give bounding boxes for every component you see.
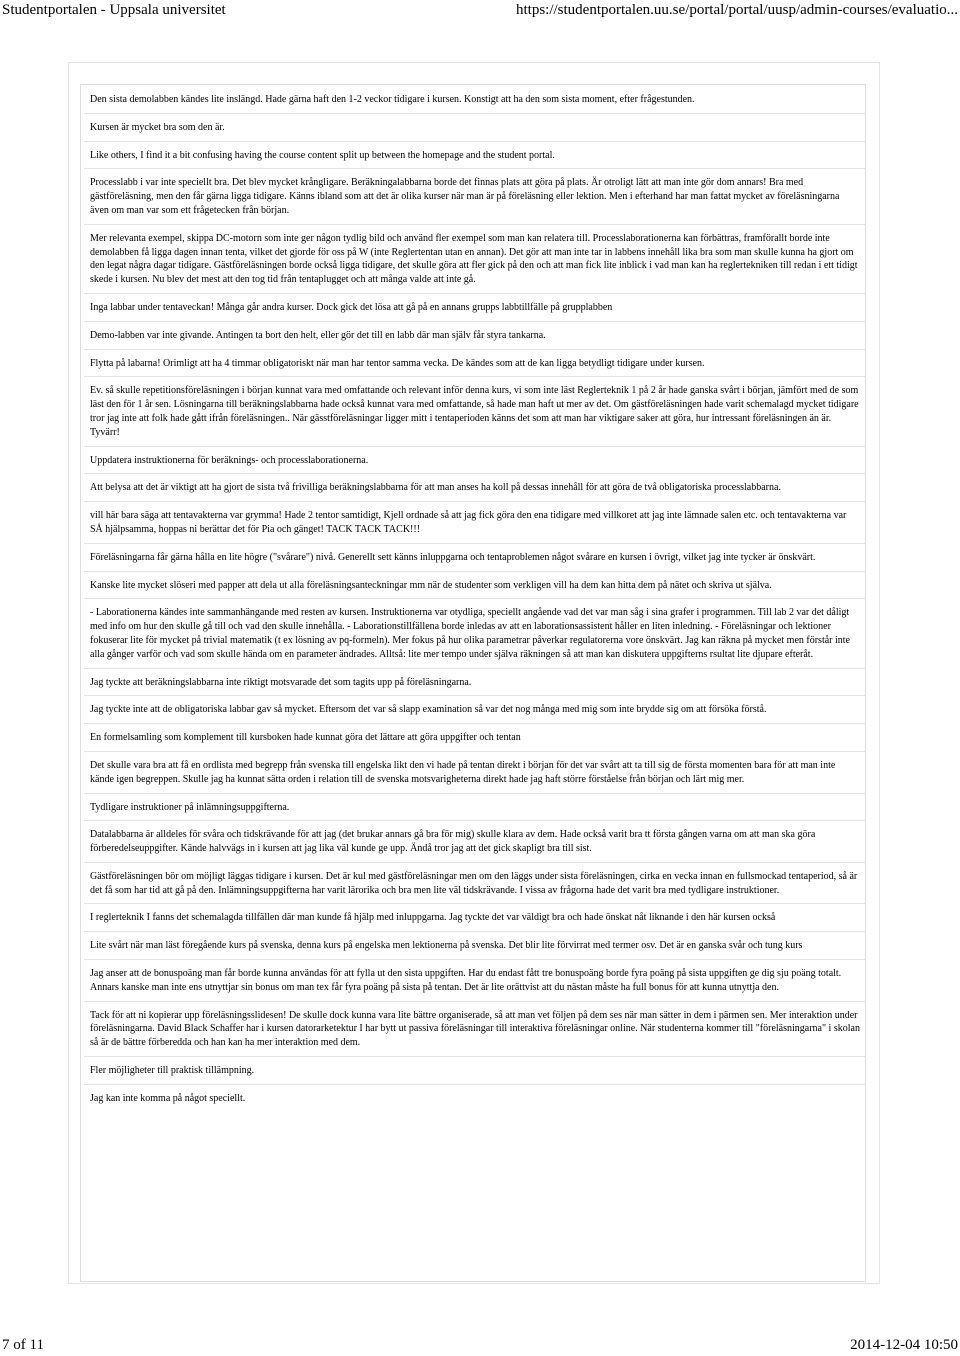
comment-row: Tack för att ni kopierar upp föreläsningsslidesen! De skulle dock kunna vara lite bättre organiserade, så att man vet följen på dem ses när man sätter in dem i pärmen sen. Mer interaktion under föreläsningarna. David Black Schaffer har i kursen datorarketektur I har bytt ut passiva föreläsningar till interaktiva föreläsningar online. När studenterna kommer till "föreläsningarna" i skolan så är de bättre förberedda och han kan ha mer interaktion med dem. bbox=[84, 1002, 866, 1057]
comment-row: Flytta på labarna! Orimligt att ha 4 timmar obligatoriskt när man har tentor samma vecka. De kändes som att de kan ligga betydligt tidigare under kursen. bbox=[84, 350, 866, 378]
comment-row: Like others, I find it a bit confusing having the course content split up between the homepage and the student portal. bbox=[84, 142, 866, 170]
comment-row: Fler möjligheter till praktisk tillämpning. bbox=[84, 1057, 866, 1085]
comment-row: Kanske lite mycket slöseri med papper att dela ut alla föreläsningsanteckningar mm när de studenter som verkligen vill ha dem kan hitta dem på nätet och skriva ut själva. bbox=[84, 572, 866, 600]
comment-row: I reglerteknik I fanns det schemalagda tillfällen där man kunde få hjälp med inluppgarna. Jag tyckte det var väldigt bra och hade önskat nåt liknande i den här kursen också bbox=[84, 904, 866, 932]
comments-table bbox=[84, 86, 866, 1112]
comment-row: Mer relevanta exempel, skippa DC-motorn som inte ger någon tydlig bild och använd fler exempel som man kan relatera till. Processlaborationerna kan förbättras, framförallt borde inte demolabben få ligga dagen innan tenta, vilket det gjorde för oss på W (inte Reglertentan utan en annan). Det gör att man inte tar in labbens innehåll lika bra som man skulle kunna ha gjort om den legat några dagar tidigare. Gästföreläsningen borde också ligga tidigare, det skulle göra att fler gick på den och att man fick lite inblick i vad man kan ha reglertekniken till redan i ett tidigt skede i kursen. Nu blev det mest att den tog tid från tentaplugget och att många valde att inte gå. bbox=[84, 225, 866, 294]
comment-row: Gästföreläsningen bör om möjligt läggas tidigare i kursen. Det är kul med gästföreläsningar men om den läggs under sista föreläsningen, cirka en vecka innan en fullsmockad tentaperiod, så är det få som har tid att gå på den. Inlämningsuppgifterna har varit lärorika och bra men lite väl tidskrävande. I vissa av frågorna hade det varit bra med tydligare instruktioner. bbox=[84, 863, 866, 905]
comment-row: Jag kan inte komma på något speciellt. bbox=[90, 1092, 246, 1104]
page-title: Studentportalen - Uppsala universitet bbox=[2, 2, 226, 18]
comment-row: En formelsamling som komplement till kursboken hade kunnat göra det lättare att göra uppgifter och tentan bbox=[84, 724, 866, 752]
page-url[interactable]: https://studentportalen.uu.se/portal/portal/uusp/admin-courses/evaluatio... bbox=[516, 2, 958, 18]
comment-row: Processlabb i var inte speciellt bra. Det blev mycket krångligare. Beräkningalabbarna borde det finnas plats att göra på plats. Är otroligt lätt att man inte gör dom annars! Bra med gästföreläsning, men den får gärna ligga tidigare. Känns ibland som att det är olika kurser när man är på föreläsning eller lektion. Men i efterhand har man fattat mycket av föreläsningarna även om man var som ett frågetecken från början. bbox=[84, 169, 866, 224]
comment-row: Ev. så skulle repetitionsföreläsningen i början kunnat vara med omfattande och relevant inför denna kurs, vi som inte läst Reglerteknik 1 på 2 år hade ganska svårt i början, jämfört med de som läst den för 1 år sen. Lösningarna till beräkningslabbarna hade också kunnat vara med omfattande, så hade man haft ut mer av det. Om gästföreläsningen hade varit schemalagd mycket tidigare tror jag inte att folk hade gått ifrån föreläsningen.. När gässtföreläsningar ligger mitt i tentaperioden känns det som att man har viktigare saker att göra, hur intressant föreläsningen än är. Tyvärr! bbox=[84, 377, 866, 446]
comment-row: Jag tyckte inte att de obligatoriska labbar gav så mycket. Eftersom det var så slapp examination så var det nog många med mig som inte brydde sig om att försöka förstå. bbox=[84, 696, 866, 724]
comment-row: Lite svårt när man läst föregående kurs på svenska, denna kurs på engelska men lektionerna på svenska. Det blir lite förvirrat med termer osv. Det är en ganska svår och tung kurs bbox=[84, 932, 866, 960]
comment-row: Att belysa att det är viktigt att ha gjort de sista två frivilliga beräkningslabbarna för att man anses ha koll på dessas innehåll för att göra de två obligatoriska processlabbarna. bbox=[84, 474, 866, 502]
comment-row: Föreläsningarna får gärna hålla en lite högre ("svårare") nivå. Generellt sett känns inluppgarna och tentaproblemen något svårare en kursen i övrigt, vilket jag inte tycker är önskvärt. bbox=[84, 544, 866, 572]
page-number: 7 of 11 bbox=[2, 1337, 44, 1353]
comment-row: Demo-labben var inte givande. Antingen ta bort den helt, eller gör det till en labb där man själv får styra tankarna. bbox=[84, 322, 866, 350]
comment-row: Den sista demolabben kändes lite inslängd. Hade gärna haft den 1-2 veckor tidigare i kursen. Konstigt att ha den som sista moment, efter frågestunden. bbox=[84, 86, 866, 114]
comment-row: Det skulle vara bra att få en ordlista med begrepp från svenska till engelska likt den vi hade på tentan direkt i början för det var svårt att ta till sig de första momenten bara för att man inte kände igen begreppen. Skulle jag ha kunnat sätta orden i relation till de svenska motsvarigheterna direkt hade jag haft större förståelse från början och lärt mig mer. bbox=[84, 752, 866, 794]
comment-row: Tydligare instruktioner på inlämningsuppgifterna. bbox=[84, 794, 866, 822]
comment-row: Inga labbar under tentaveckan! Många går andra kurser. Dock gick det lösa att gå på en annans grupps labbtillfälle på grupplabben bbox=[84, 294, 866, 322]
comment-row: Uppdatera instruktionerna för beräknings- och processlaborationerna. bbox=[84, 447, 866, 475]
print-datetime: 2014-12-04 10:50 bbox=[850, 1337, 958, 1353]
comment-row: Jag tyckte att beräkningslabbarna inte riktigt motsvarade det som tagits upp på föreläsningarna. bbox=[84, 669, 866, 697]
print-header bbox=[0, 0, 960, 22]
comment-row: Jag anser att de bonuspoäng man får borde kunna användas för att fylla ut den sista uppgiften. Har du endast fått tre bonuspoäng borde fyra poäng på sista uppgiften ge dig sju poäng totalt. Annars kanske man inte ens utnyttjar sin bonus om man tex får fyra poäng på sista på tentan. Det är lite orättvist att du nästan måste ha full bonus för att kunna utnyttja den. bbox=[84, 960, 866, 1002]
comment-row: Kursen är mycket bra som den är. bbox=[84, 114, 866, 142]
print-footer bbox=[0, 1334, 960, 1356]
comment-row: - Laborationerna kändes inte sammanhängande med resten av kursen. Instruktionerna var otydliga, speciellt angående vad det var man såg i sina grafer i programmen. Till lab 2 var det dåligt med info om hur den skulle gå till och vad den skulle innehålla. - Laborationstillfällena borde inledas av att en laborationsassistent håller en liten inledning. - Föreläsningar och lektioner fokuserar lite för mycket på trivial matematik (t ex lösning av pq-formeln). Mer fokus på hur olika parametrar påverkar regulatorerna vore önskvärt. Jag kan räkna på mycket men förstår inte alla gånger varför och vad som skulle hända om en parameter ändrades. Alltså: lite mer tempo under själva räkningen så att man kan diskutera uppgifterns rsultat lite djupare efteråt. bbox=[84, 599, 866, 668]
comment-row: Datalabbarna är alldeles för svåra och tidskrävande för att jag (det brukar annars gå bra för mig) skulle klara av dem. Hade också varit bra tt första gången varna om att man ska göra förberedelseuppgifter. Kände halvvägs in i kursen att jag lika väl kunde ge upp. Ändå tror jag att det gick skapligt bra till sist. bbox=[84, 821, 866, 863]
comment-row: vill här bara säga att tentavakterna var grymma! Hade 2 tentor samtidigt, Kjell ordnade så att jag fick göra den ena tidigare med villkoret att jag inte lämnade salen etc. och tentavakterna var SÅ hjälpsamma, hoppas ni berättar det för Pia och gänget! TACK TACK TACK!!! bbox=[84, 502, 866, 544]
